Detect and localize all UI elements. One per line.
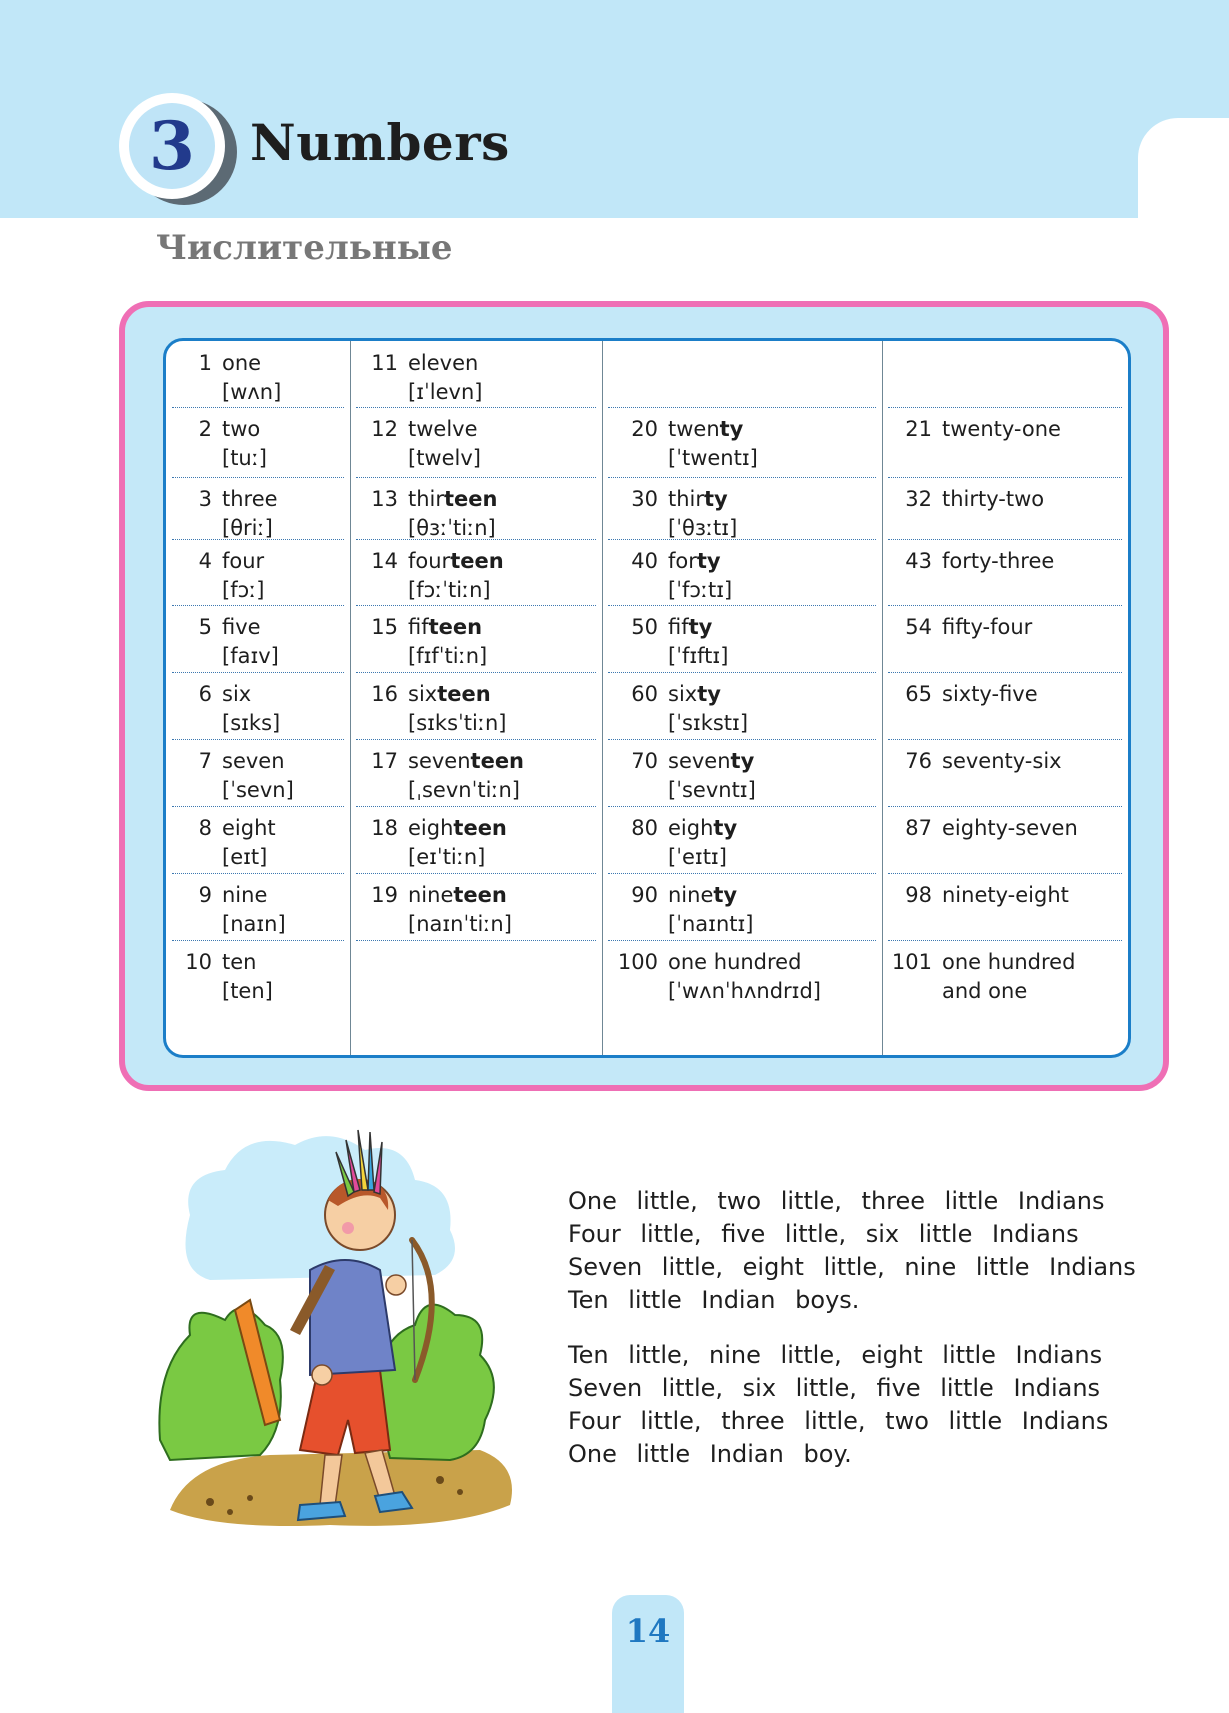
table-cell xyxy=(602,415,882,475)
cell-number: 43 xyxy=(905,549,932,573)
cell-transcription: [twelv] xyxy=(408,446,481,470)
cell-number: 65 xyxy=(905,682,932,706)
table-cell xyxy=(882,415,1128,475)
cell-word-stem: twen xyxy=(668,417,720,441)
cell-number: 32 xyxy=(905,487,932,511)
cell-word xyxy=(668,680,721,709)
cell-word xyxy=(222,948,256,977)
cell-transcription: [naɪn] xyxy=(222,912,286,936)
cell-word-stem: one xyxy=(222,351,262,375)
cell-word xyxy=(942,613,1032,642)
table-row-divider xyxy=(608,407,876,408)
header-band-notch xyxy=(1138,118,1229,218)
cell-number: 3 xyxy=(198,487,212,511)
table-cell xyxy=(166,349,350,409)
cell-number: 11 xyxy=(371,351,398,375)
cell-word-stem: thir xyxy=(668,487,705,511)
cell-number: 70 xyxy=(631,749,658,773)
cell-transcription: [sɪks] xyxy=(222,711,281,735)
cell-word xyxy=(668,881,737,910)
cell-number: 30 xyxy=(631,487,658,511)
cell-number: 50 xyxy=(631,615,658,639)
cell-word-stem: thirty-two xyxy=(942,487,1045,511)
cell-word-stem: ten xyxy=(222,950,257,974)
table-cell xyxy=(882,547,1128,607)
cell-word-stem: eight xyxy=(222,816,276,840)
cell-transcription: [ˈfɪftɪ] xyxy=(668,644,729,668)
poem-line: Four little, three little, two little Indians xyxy=(568,1407,1109,1435)
chapter-subtitle: Числительные xyxy=(156,228,453,268)
cell-transcription: [fɔːˈtiːn] xyxy=(408,578,491,602)
table-cell xyxy=(166,814,350,874)
cell-transcription: [ˈsevntɪ] xyxy=(668,778,756,802)
cell-number: 7 xyxy=(198,749,212,773)
table-cell xyxy=(602,814,882,874)
cell-number: 12 xyxy=(371,417,398,441)
cell-word-stem: eigh xyxy=(408,816,454,840)
cell-word-stem: nine xyxy=(222,883,268,907)
cell-word xyxy=(408,547,504,576)
cell-word xyxy=(408,349,478,378)
cell-word xyxy=(222,747,285,776)
cell-number: 80 xyxy=(631,816,658,840)
cell-word xyxy=(408,747,524,776)
cell-word-stem: nine xyxy=(408,883,454,907)
cell-transcription: [eɪt] xyxy=(222,845,268,869)
cell-word-suffix: ty xyxy=(688,615,713,639)
cell-word-stem: forty-three xyxy=(942,549,1055,573)
cell-word xyxy=(942,814,1078,843)
cell-transcription: [ˈsevn] xyxy=(222,778,294,802)
cell-word-stem: eighty-seven xyxy=(942,816,1078,840)
cell-word-suffix: ty xyxy=(713,816,738,840)
cell-word-suffix: ty xyxy=(730,749,755,773)
chapter-badge xyxy=(129,103,215,189)
cell-transcription: [naɪnˈtiːn] xyxy=(408,912,512,936)
cell-word xyxy=(942,415,1061,444)
table-cell xyxy=(602,747,882,807)
poem-line: Ten little, nine little, eight little Indians xyxy=(568,1341,1103,1369)
cell-word xyxy=(942,747,1062,776)
table-cell xyxy=(166,415,350,475)
cell-transcription: [ˌsevnˈtiːn] xyxy=(408,778,520,802)
cell-word-stem: six xyxy=(222,682,252,706)
cell-transcription: [sɪksˈtiːn] xyxy=(408,711,507,735)
cell-transcription: [ˈwʌnˈhʌndrɪd] xyxy=(668,979,821,1003)
poem-stanza xyxy=(568,1185,1136,1317)
cell-word-stem: six xyxy=(668,682,698,706)
cell-word-stem: ninety-eight xyxy=(942,883,1069,907)
cell-number: 5 xyxy=(198,615,212,639)
table-cell xyxy=(350,349,602,409)
cell-number: 87 xyxy=(905,816,932,840)
cell-word-suffix: ty xyxy=(697,682,721,706)
table-row-divider xyxy=(888,407,1122,408)
cell-number: 100 xyxy=(617,950,658,974)
cell-word-stem: eleven xyxy=(408,351,479,375)
cell-number: 16 xyxy=(371,682,398,706)
cell-word-stem: one hundred xyxy=(668,950,802,974)
table-cell xyxy=(166,747,350,807)
cell-number: 90 xyxy=(631,883,658,907)
cell-transcription: [ten] xyxy=(222,979,273,1003)
cell-word xyxy=(942,680,1038,709)
cell-number: 98 xyxy=(905,883,932,907)
table-cell xyxy=(350,485,602,545)
cell-transcription: [ɪˈlevn] xyxy=(408,380,483,404)
table-cell xyxy=(882,680,1128,740)
cell-word xyxy=(942,485,1044,514)
cell-word xyxy=(222,349,261,378)
cell-word-suffix: ty xyxy=(704,487,728,511)
cell-transcription: [ˈnaɪntɪ] xyxy=(668,912,754,936)
table-row-divider xyxy=(888,477,1122,478)
cell-number: 60 xyxy=(631,682,658,706)
table-cell xyxy=(350,547,602,607)
cell-word xyxy=(668,547,721,576)
cell-number: 54 xyxy=(905,615,932,639)
table-cell xyxy=(602,547,882,607)
cell-word-stem: nine xyxy=(668,883,714,907)
table-cell xyxy=(350,881,602,941)
cell-transcription: [wʌn] xyxy=(222,380,282,404)
cell-transcription: [ˈsɪkstɪ] xyxy=(668,711,749,735)
table-row-divider xyxy=(356,477,596,478)
cell-word xyxy=(222,814,276,843)
cell-word-suffix: teen xyxy=(444,487,498,511)
cell-word-suffix: teen xyxy=(437,682,491,706)
cell-word-stem: eigh xyxy=(668,816,714,840)
cell-word xyxy=(942,948,1075,977)
table-cell xyxy=(602,613,882,673)
cell-number: 15 xyxy=(371,615,398,639)
table-cell xyxy=(166,547,350,607)
cell-word-stem: four xyxy=(408,549,451,573)
table-cell xyxy=(166,613,350,673)
cell-transcription: and one xyxy=(942,979,1028,1003)
table-cell xyxy=(350,747,602,807)
table-cell xyxy=(350,814,602,874)
cell-word xyxy=(668,485,728,514)
cell-word-stem: seventy-six xyxy=(942,749,1062,773)
cell-number: 18 xyxy=(371,816,398,840)
cell-word-stem: five xyxy=(222,615,261,639)
poem-stanza xyxy=(568,1339,1128,1471)
cell-number: 1 xyxy=(198,351,212,375)
cell-number: 2 xyxy=(198,417,212,441)
cell-word xyxy=(668,613,712,642)
cell-word-stem: for xyxy=(668,549,697,573)
cell-word-stem: seven xyxy=(222,749,285,773)
cell-number: 4 xyxy=(198,549,212,573)
cell-word-stem: fif xyxy=(668,615,689,639)
cell-number: 20 xyxy=(631,417,658,441)
cell-word xyxy=(408,814,507,843)
cell-word xyxy=(408,485,498,514)
cell-word-stem: one hundred xyxy=(942,950,1076,974)
table-cell xyxy=(602,485,882,545)
table-cell xyxy=(166,680,350,740)
cell-word-stem: three xyxy=(222,487,278,511)
cell-number: 76 xyxy=(905,749,932,773)
cell-transcription: [tuː] xyxy=(222,446,268,470)
cell-word-stem: twelve xyxy=(408,417,478,441)
page-number: 14 xyxy=(625,1612,671,1650)
cell-word-stem: fifty-four xyxy=(942,615,1033,639)
cell-word-stem: fif xyxy=(408,615,429,639)
poem-line: One little, two little, three little Indians xyxy=(568,1187,1105,1215)
cell-transcription: [fɔː] xyxy=(222,578,265,602)
table-cell xyxy=(882,881,1128,941)
cell-word xyxy=(408,680,491,709)
cell-number: 13 xyxy=(371,487,398,511)
indian-boy-illustration xyxy=(150,1120,540,1550)
cell-word-stem: six xyxy=(408,682,438,706)
cell-word-suffix: ty xyxy=(696,549,721,573)
cell-word xyxy=(222,547,264,576)
cell-word xyxy=(222,881,267,910)
cell-word-stem: seven xyxy=(408,749,471,773)
cell-word-suffix: teen xyxy=(450,549,504,573)
cell-number: 8 xyxy=(198,816,212,840)
cell-word xyxy=(222,485,278,514)
cell-word-suffix: teen xyxy=(428,615,483,639)
cell-word-suffix: teen xyxy=(470,749,525,773)
cell-word xyxy=(668,747,754,776)
table-cell xyxy=(602,680,882,740)
cell-word xyxy=(942,881,1069,910)
cell-word xyxy=(408,415,478,444)
poem-line: Four little, five little, six little Indians xyxy=(568,1220,1079,1248)
table-row-divider xyxy=(608,477,876,478)
cell-word-stem: twenty-one xyxy=(942,417,1061,441)
cell-word xyxy=(668,415,743,444)
cell-word-stem: seven xyxy=(668,749,731,773)
cell-number: 40 xyxy=(631,549,658,573)
cell-number: 14 xyxy=(371,549,398,573)
cell-number: 9 xyxy=(198,883,212,907)
chapter-number: 3 xyxy=(149,107,195,185)
table-cell xyxy=(882,747,1128,807)
cell-transcription: [θriː] xyxy=(222,516,273,540)
table-cell xyxy=(350,613,602,673)
table-cell xyxy=(882,485,1128,545)
numbers-table xyxy=(163,338,1131,1058)
table-cell xyxy=(882,814,1128,874)
table-cell xyxy=(882,948,1128,1008)
cell-word-stem: four xyxy=(222,549,265,573)
cell-transcription: [eɪˈtiːn] xyxy=(408,845,486,869)
poem-line: Seven little, six little, five little Indians xyxy=(568,1374,1101,1402)
cell-word-suffix: ty xyxy=(713,883,738,907)
table-cell xyxy=(166,881,350,941)
cell-transcription: [ˈθɜːtɪ] xyxy=(668,516,738,540)
cell-word xyxy=(408,881,507,910)
cell-word-suffix: teen xyxy=(453,816,507,840)
cell-transcription: [ˈeɪtɪ] xyxy=(668,845,727,869)
table-cell xyxy=(602,881,882,941)
table-row-divider xyxy=(172,477,344,478)
table-cell xyxy=(882,613,1128,673)
cell-number: 101 xyxy=(891,950,932,974)
cell-number: 10 xyxy=(185,950,212,974)
poem-line: Seven little, eight little, nine little Indians xyxy=(568,1253,1136,1281)
cell-word-stem: sixty-five xyxy=(942,682,1038,706)
cell-transcription: [ˈtwentɪ] xyxy=(668,446,758,470)
table-cell xyxy=(350,680,602,740)
cell-word xyxy=(408,613,482,642)
cell-number: 17 xyxy=(371,749,398,773)
poem xyxy=(568,1185,1136,1493)
cell-word-stem: thir xyxy=(408,487,445,511)
cell-word xyxy=(668,948,801,977)
cell-word xyxy=(668,814,737,843)
table-cell xyxy=(166,485,350,545)
cell-word xyxy=(222,680,251,709)
cell-word xyxy=(222,415,260,444)
table-cell xyxy=(602,948,882,1008)
cell-transcription: [faɪv] xyxy=(222,644,279,668)
cell-number: 19 xyxy=(371,883,398,907)
chapter-title: Numbers xyxy=(250,113,510,172)
cell-number: 6 xyxy=(198,682,212,706)
cell-word-stem: two xyxy=(222,417,261,441)
poem-line: One little Indian boy. xyxy=(568,1440,852,1468)
table-cell xyxy=(166,948,350,1008)
cell-word xyxy=(222,613,261,642)
poem-line: Ten little Indian boys. xyxy=(568,1286,860,1314)
cell-word-suffix: teen xyxy=(453,883,507,907)
cell-word xyxy=(942,547,1054,576)
cell-number: 21 xyxy=(905,417,932,441)
table-cell xyxy=(350,415,602,475)
cell-transcription: [ˈfɔːtɪ] xyxy=(668,578,733,602)
cell-transcription: [fɪfˈtiːn] xyxy=(408,644,488,668)
cell-word-suffix: ty xyxy=(719,417,744,441)
cell-transcription: [θɜːˈtiːn] xyxy=(408,516,496,540)
